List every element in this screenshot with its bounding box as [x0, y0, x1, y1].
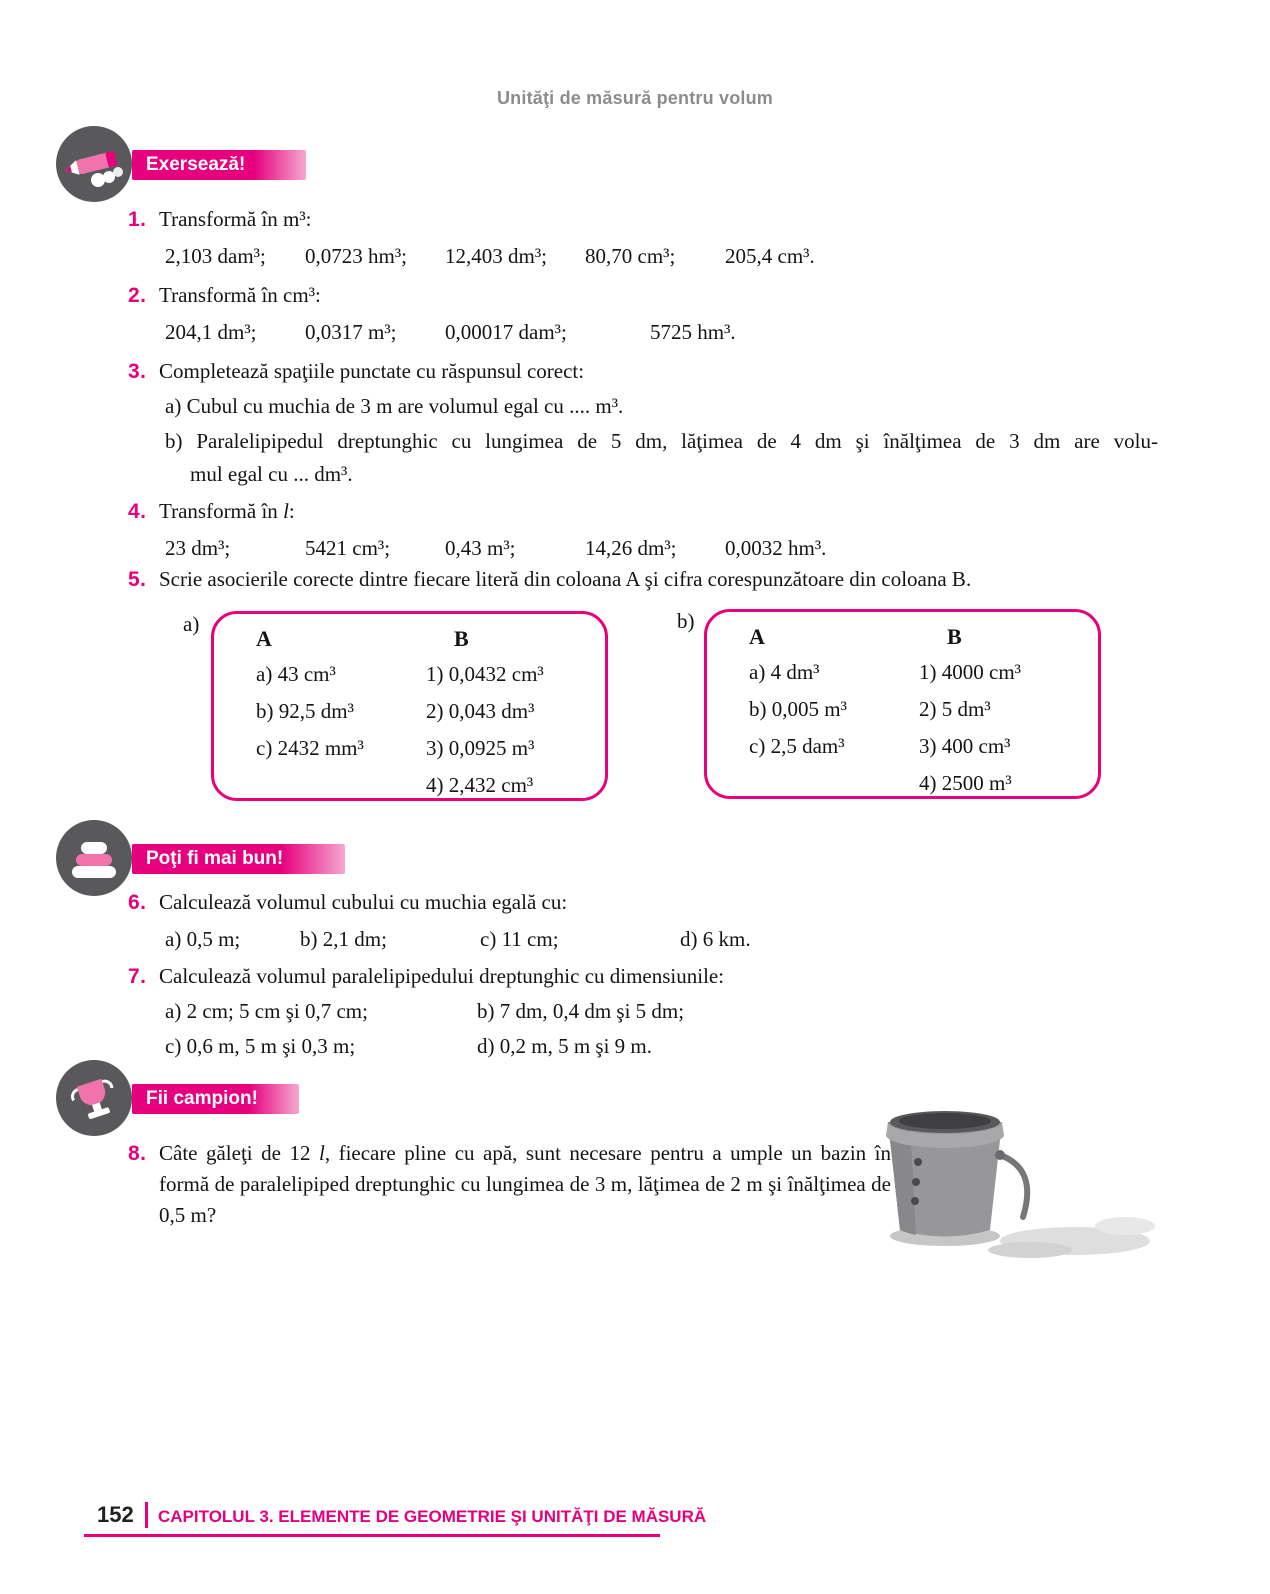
hand-pencil-icon [56, 126, 132, 202]
value-item: b) 2,1 dm; [300, 927, 387, 951]
value-item: 204,1 dm³; [165, 320, 257, 344]
value-item: 0,43 m³; [445, 536, 516, 560]
problem-text: Câte găleţi de 12 l, fiecare pline cu apă, sunt necesare pentru a umple un bazin în formă de paralelipiped dreptunghic cu lungimea de 3 m, lăţimea de 2 m şi înălţimea de 0,5 m? [159, 1141, 892, 1227]
value-item: a) 2 cm; 5 cm şi 0,7 cm; [165, 999, 368, 1023]
value-item: c) 0,6 m, 5 m şi 0,3 m; [165, 1034, 356, 1058]
match-item: b) 0,005 m³ [749, 697, 847, 721]
match-item: 3) 400 cm³ [919, 734, 1011, 758]
column-a [256, 622, 426, 798]
value-item: 0,0317 m³; [305, 320, 397, 344]
problem-line-b2: mul egal cu ... dm³. [190, 462, 353, 486]
book-stack-icon [56, 820, 132, 896]
column-b [919, 620, 1098, 796]
banner-fii-campion: Fii campion! [132, 1084, 299, 1114]
footer-rule [84, 1534, 660, 1537]
problem-line-a: a) Cubul cu muchia de 3 m are volumul egal cu .... m³. [165, 394, 624, 418]
match-item: 1) 4000 cm³ [919, 660, 1021, 684]
value-item: 2,103 dam³; [165, 244, 266, 268]
match-item: 4) 2500 m³ [919, 771, 1012, 795]
column-b-header: B [454, 626, 469, 651]
match-item: 3) 0,0925 m³ [426, 736, 535, 760]
problem-number: 8. [128, 1142, 147, 1165]
value-item: 205,4 cm³. [725, 244, 815, 268]
value-item: 5725 hm³. [650, 320, 736, 344]
problem-values-row [165, 1031, 1168, 1062]
problem-title: Transformă în m³: [159, 207, 312, 231]
problem-number: 4. [128, 500, 147, 523]
problem-5 [128, 564, 1168, 595]
column-b-header: B [947, 624, 962, 649]
problem-values [165, 924, 1168, 955]
match-item: a) 4 dm³ [749, 660, 820, 684]
value-item: 23 dm³; [165, 536, 231, 560]
value-item: 5421 cm³; [305, 536, 391, 560]
problem-3 [128, 356, 1168, 490]
value-item: 12,403 dm³; [445, 244, 547, 268]
value-item: 0,0723 hm³; [305, 244, 407, 268]
column-a-header: A [256, 626, 272, 651]
match-item: c) 2,5 dam³ [749, 734, 845, 758]
page-number: 152 [97, 1502, 134, 1527]
value-item: 14,26 dm³; [585, 536, 677, 560]
problem-values-row [165, 996, 1168, 1027]
problem-title: Calculează volumul cubului cu muchia egală cu: [159, 890, 568, 914]
problem-7 [128, 961, 1168, 1062]
problem-title: Calculează volumul paralelipipedului dreptunghic cu dimensiunile: [159, 964, 725, 988]
match-box-a-label: a) [183, 612, 200, 636]
problem-4 [128, 496, 1168, 564]
problem-values [165, 317, 1168, 348]
value-item: b) 7 dm, 0,4 dm şi 5 dm; [477, 999, 685, 1023]
problem-number: 6. [128, 891, 147, 914]
value-item: a) 0,5 m; [165, 927, 241, 951]
match-item: b) 92,5 dm³ [256, 699, 354, 723]
match-item: 1) 0,0432 cm³ [426, 662, 544, 686]
banner-poti-fi-mai-bun: Poţi fi mai bun! [132, 844, 345, 874]
problem-values [165, 241, 1168, 272]
value-item: c) 11 cm; [480, 927, 559, 951]
banner-exerseaza: Exersează! [132, 150, 306, 180]
problem-values [165, 533, 1168, 564]
value-item: 0,0032 hm³. [725, 536, 827, 560]
problem-title: Transformă în l: [159, 499, 295, 523]
match-item: 2) 0,043 dm³ [426, 699, 535, 723]
trophy-icon [56, 1060, 132, 1136]
problem-number: 2. [128, 284, 147, 307]
page-header-title: Unităţi de măsură pentru volum [496, 88, 774, 108]
column-a [749, 620, 919, 796]
problem-1 [128, 204, 1168, 272]
problem-2 [128, 280, 1168, 348]
problem-number: 5. [128, 568, 147, 591]
bucket-image [870, 1100, 1170, 1270]
value-item: 80,70 cm³; [585, 244, 676, 268]
problem-title: Scrie asocierile corecte dintre fiecare literă din coloana A şi cifra corespunzătoare din coloana B. [159, 567, 972, 591]
problem-title: Transformă în cm³: [159, 283, 321, 307]
footer-divider [145, 1502, 148, 1528]
column-a-header: A [749, 624, 765, 649]
problem-title: Completează spaţiile punctate cu răspunsul corect: [159, 359, 585, 383]
problem-6 [128, 887, 1168, 955]
chapter-title: CAPITOLUL 3. ELEMENTE DE GEOMETRIE ŞI UNITĂŢI DE MĂSURĂ [158, 1507, 707, 1526]
match-item: 2) 5 dm³ [919, 697, 991, 721]
column-b [426, 622, 605, 798]
match-item: 4) 2,432 cm³ [426, 773, 534, 797]
problem-number: 1. [128, 208, 147, 231]
match-item: a) 43 cm³ [256, 662, 336, 686]
match-box-b [704, 609, 1101, 799]
value-item: 0,00017 dam³; [445, 320, 567, 344]
match-box-b-label: b) [677, 609, 695, 633]
match-box-a [211, 611, 608, 801]
problem-line-b1: b) Paralelipipedul dreptunghic cu lungimea de 5 dm, lăţimea de 4 dm şi înălţimea de 3 dm are volu- [165, 429, 1158, 453]
problem-number: 7. [128, 965, 147, 988]
problem-number: 3. [128, 360, 147, 383]
value-item: d) 0,2 m, 5 m şi 9 m. [477, 1034, 653, 1058]
match-item: c) 2432 mm³ [256, 736, 364, 760]
value-item: d) 6 km. [680, 927, 751, 951]
